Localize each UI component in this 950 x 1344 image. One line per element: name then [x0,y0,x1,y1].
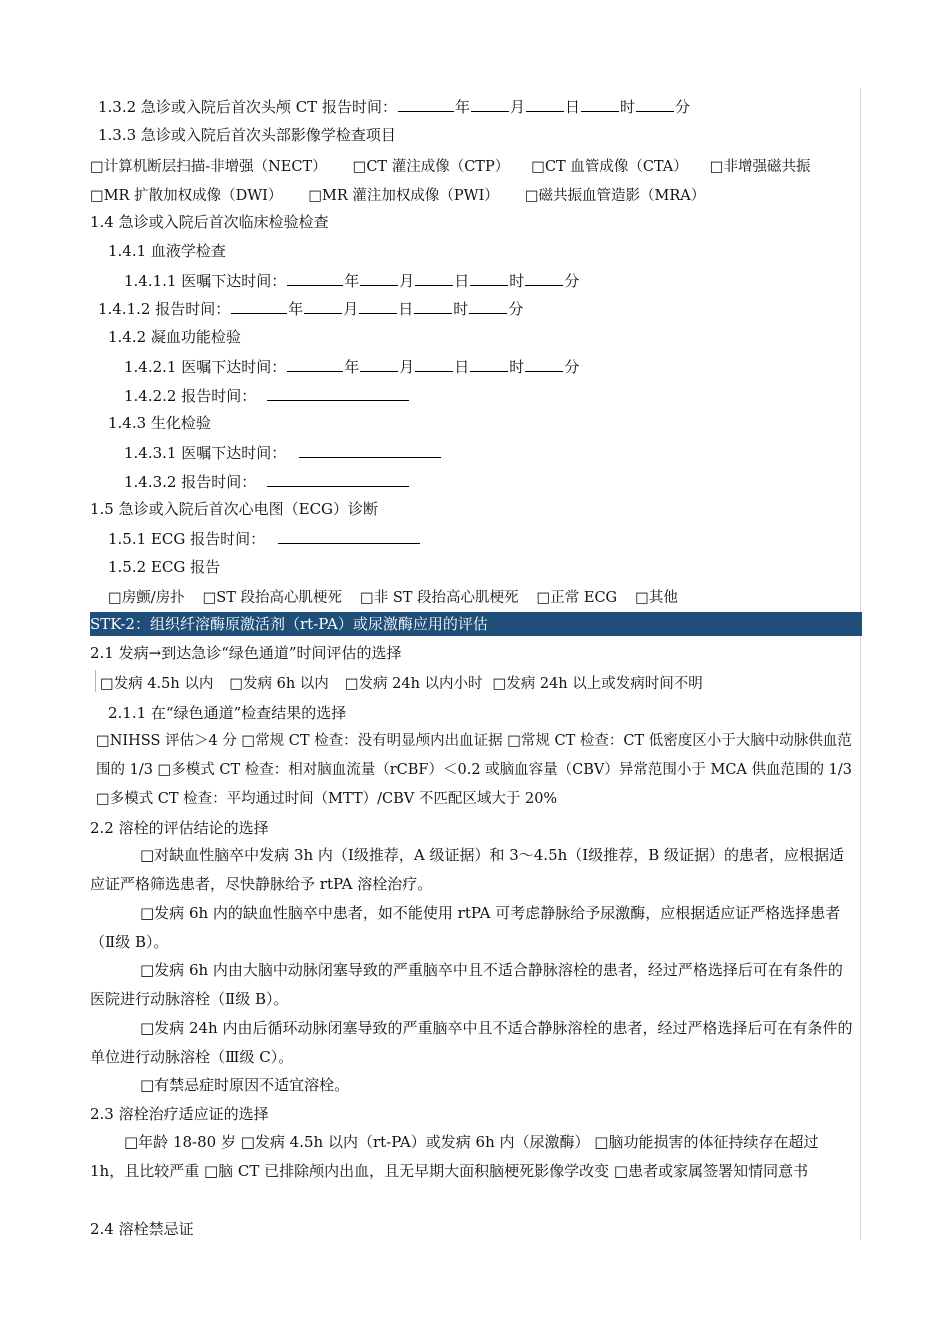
year-unit: 年 [344,358,360,376]
row-2-1 [90,643,402,663]
s143-label: 1.4.3 生化检验 [108,414,211,432]
day-field[interactable] [526,96,564,112]
s152-label: 1.5.2 ECG 报告 [108,558,221,576]
onset-options-row [100,674,703,694]
row-1-3-3 [98,125,396,145]
day-field[interactable] [415,356,453,372]
s14-label: 1.4 急诊或入院后首次临床检验检查 [90,213,329,231]
cta-checkbox[interactable]: □CT 血管成像（CTA） [531,159,688,175]
day-unit: 日 [454,272,470,290]
month-field[interactable] [304,298,342,314]
s132-label: 1.3.2 急诊或入院后首次头颅 CT 报告时间： [98,98,397,116]
report-time-field[interactable] [267,385,409,401]
row-1-4-3-2 [124,471,410,491]
hour-unit: 时 [453,300,469,318]
s1412-label: 1.4.1.2 报告时间： [98,300,231,318]
s1421-label: 1.4.2.1 医嘱下达时间： [124,358,287,376]
s23-options: □年龄 18-80 岁 □发病 4.5h 以内（rt-PA）或发病 6h 内（尿激酶） □脑功能损害的体征持续存在超过 1h，且比较严重 □脑 CT 已排除颅内出血，且无早期大面积脑梗死影像学改变 □患者或家属签署知情同意书 [90,1133,819,1180]
minute-field[interactable] [469,298,507,314]
s22-item-1[interactable]: □对缺血性脑卒中发病 3h 内（Ⅰ级推荐，A 级证据）和 3～4.5h（Ⅰ级推荐，B 级证据）的患者，应根据适应证严格筛选患者，尽快静脉给予 rtPA 溶栓治疗。 [90,846,844,893]
month-field[interactable] [360,270,398,286]
hour-unit: 时 [509,358,525,376]
s142-label: 1.4.2 凝血功能检验 [108,328,241,346]
row-2-3 [90,1104,269,1124]
day-field[interactable] [415,270,453,286]
s22-item-5[interactable]: □有禁忌症时原因不适宜溶栓。 [140,1076,350,1094]
row-1-4-1 [108,241,226,261]
ecg-report-time-field[interactable] [278,528,420,544]
hour-field[interactable] [581,96,619,112]
s1431-label: 1.4.3.1 医嘱下达时间： [124,444,287,462]
order-time-field[interactable] [299,442,441,458]
mra-checkbox[interactable]: □磁共振血管造影（MRA） [524,188,706,204]
other-checkbox[interactable]: □其他 [635,590,678,606]
year-unit: 年 [344,272,360,290]
s211-label: 2.1.1 在“绿色通道”检查结果的选择 [108,704,347,722]
minute-unit: 分 [675,98,691,116]
s22-item-2[interactable]: □发病 6h 内的缺血性脑卒中患者，如不能使用 rtPA 可考虑静脉给予尿激酶，应根据适应证严格选择患者（Ⅱ级 B）。 [90,904,841,951]
minute-unit: 分 [508,300,524,318]
s22-label: 2.2 溶栓的评估结论的选择 [90,819,269,837]
s21-label: 2.1 发病→到达急诊“绿色通道”时间评估的选择 [90,644,402,662]
row-1-3-2 [98,96,690,116]
s141-label: 1.4.1 血液学检查 [108,242,226,260]
nect-checkbox[interactable]: □计算机断层扫描-非增强（NECT） [90,159,327,175]
year-field[interactable] [287,270,343,286]
section-banner-stk2 [90,612,862,636]
normal-ecg-checkbox[interactable]: □正常 ECG [536,590,618,606]
onset-24h-checkbox[interactable]: □发病 24h 以内小时 [344,676,483,692]
row-1-5-1 [108,528,421,548]
s151-label: 1.5.1 ECG 报告时间： [108,530,266,548]
row-1-4 [90,212,329,232]
s24-label: 2.4 溶栓禁忌证 [90,1220,194,1238]
minute-field[interactable] [525,356,563,372]
s1411-label: 1.4.1.1 医嘱下达时间： [124,272,287,290]
month-unit: 月 [399,358,415,376]
year-field[interactable] [287,356,343,372]
row-1-4-2 [108,327,241,347]
month-field[interactable] [471,96,509,112]
mri-checkbox[interactable]: □非增强磁共振 [709,159,811,175]
stemi-checkbox[interactable]: □ST 段抬高心肌梗死 [202,590,343,606]
pwi-checkbox[interactable]: □MR 灌注加权成像（PWI） [308,188,499,204]
imaging-row-2 [90,186,705,206]
year-unit: 年 [288,300,304,318]
s22-item-3[interactable]: □发病 6h 内由大脑中动脉闭塞导致的严重脑卒中且不适合静脉溶栓的患者，经过严格选择后可在有条件的医院进行动脉溶栓（Ⅱ级 B）。 [90,961,843,1008]
s1422-label: 1.4.2.2 报告时间： [124,387,257,405]
row-2-1-1 [108,703,346,723]
row-1-4-1-1 [124,270,579,290]
hour-field[interactable] [470,356,508,372]
row-1-4-2-1 [124,356,579,376]
s23-label: 2.3 溶栓治疗适应证的选择 [90,1105,269,1123]
day-field[interactable] [359,298,397,314]
year-field[interactable] [398,96,454,112]
s15-label: 1.5 急诊或入院后首次心电图（ECG）诊断 [90,500,379,518]
day-unit: 日 [454,358,470,376]
month-field[interactable] [360,356,398,372]
minute-field[interactable] [525,270,563,286]
onset-4-5h-checkbox[interactable]: □发病 4.5h 以内 [100,676,214,692]
margin-tick [95,670,96,692]
year-unit: 年 [454,98,470,116]
s1432-label: 1.4.3.2 报告时间： [124,473,257,491]
row-2-2 [90,818,269,838]
hour-field[interactable] [414,298,452,314]
row-1-4-3-1 [124,442,442,462]
day-unit: 日 [565,98,581,116]
s133-label: 1.3.3 急诊或入院后首次头部影像学检查项目 [98,126,396,144]
s22-item-4[interactable]: □发病 24h 内由后循环动脉闭塞导致的严重脑卒中且不适合静脉溶栓的患者，经过严格选择后可在有条件的单位进行动脉溶栓（Ⅲ级 C）。 [90,1019,853,1066]
minute-field[interactable] [636,96,674,112]
hour-unit: 时 [509,272,525,290]
row-1-4-3 [108,413,211,433]
nstemi-checkbox[interactable]: □非 ST 段抬高心肌梗死 [360,590,519,606]
row-1-5 [90,499,378,519]
hour-field[interactable] [470,270,508,286]
minute-unit: 分 [564,358,580,376]
s211-options: □NIHSS 评估＞4 分 □常规 CT 检查：没有明显颅内出血证据 □常规 CT 检查：CT 低密度区小于大脑中动脉供血范围的 1/3 □多模式 CT 检查：相对脑血流量（rCBF）＜0.2 或脑血容量（CBV）异常范围小于 MCA 供血范围的 1/3 □多模式 CT 检查：平均通过时间（MTT）/CBV 不匹配区域大于 20% [96,733,852,807]
minute-unit: 分 [564,272,580,290]
onset-over-24h-checkbox[interactable]: □发病 24h 以上或发病时间不明 [492,676,703,692]
ecg-options-row [108,588,678,608]
row-2-4 [90,1219,194,1239]
row-1-4-2-2 [124,385,410,405]
imaging-row-1 [90,157,810,177]
month-unit: 月 [509,98,525,116]
report-time-field[interactable] [267,471,409,487]
year-field[interactable] [231,298,287,314]
banner-text: STK-2：组织纤溶酶原激活剂（rt-PA）或尿激酶应用的评估 [90,615,488,633]
dwi-checkbox[interactable]: □MR 扩散加权成像（DWI） [90,188,283,204]
row-1-4-1-2 [98,298,523,318]
hour-unit: 时 [620,98,636,116]
page-right-rule [860,88,861,1240]
ctp-checkbox[interactable]: □CT 灌注成像（CTP） [352,159,510,175]
day-unit: 日 [398,300,414,318]
af-checkbox[interactable]: □房颤/房扑 [108,590,185,606]
month-unit: 月 [343,300,359,318]
row-1-5-2 [108,557,220,577]
onset-6h-checkbox[interactable]: □发病 6h 以内 [229,676,329,692]
month-unit: 月 [399,272,415,290]
